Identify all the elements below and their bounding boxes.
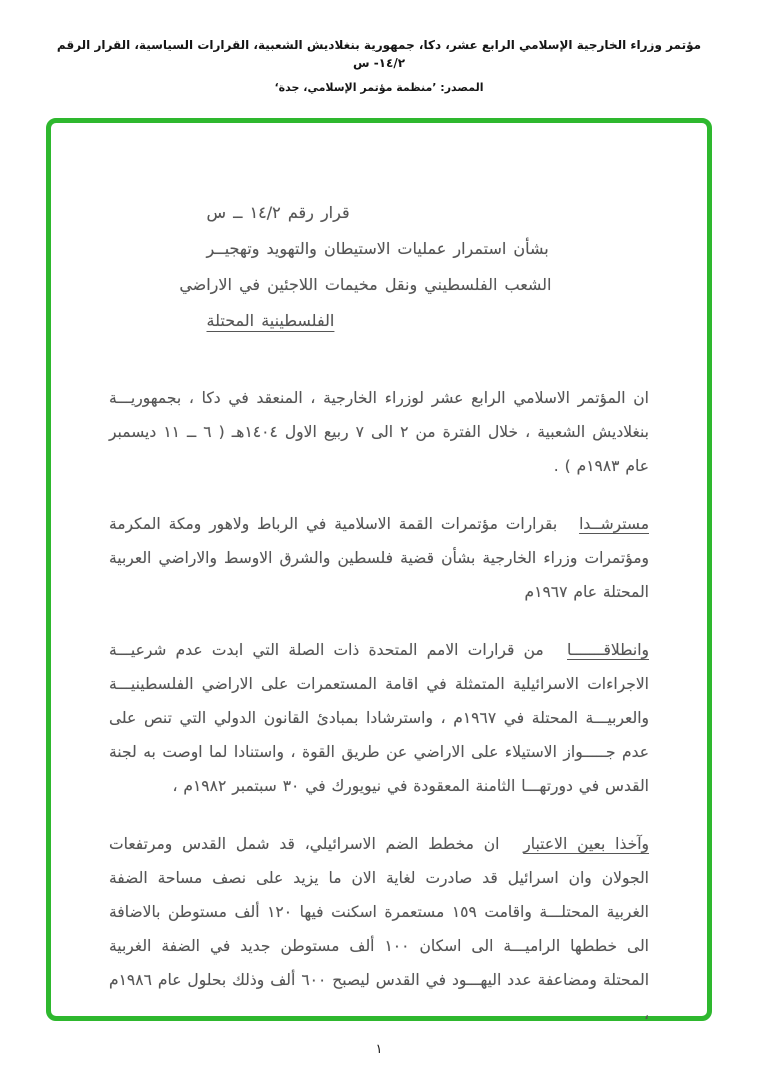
paragraph-lead-word: وانطلاقـــــــا xyxy=(567,641,649,659)
resolution-paragraph xyxy=(109,507,649,609)
paragraph-text: ان مخطط الضم الاسرائيلي، قد شمل القدس ومرتفعات الجولان وان اسرائيل قد صادرت لغاية الان ما يزيد على نصف مساحة الضفة الغربية المحتلـــة واقامت ١٥٩ مستعمرة اسكنت فيها ١٢٠ ألف مستوطن بالاضافة الى خططها الراميـــة الى اسكان ١٠٠ ألف مستوطن جديد في الضفة الغربية المحتلة ومضاعفة عدد اليهـــود في القدس ليصبح ٦٠٠ ألف وذلك بحلول عام ١٩٨٦م ، xyxy=(109,835,650,1023)
paragraph-text: من قرارات الامم المتحدة ذات الصلة التي ابدت عدم شرعيـــة الاجراءات الاسرائيلية المتمثلة في اقامة المستعمرات على الاراضي الفلسطينيـــة والعربيـــة المحتلة في ١٩٦٧م ، واسترشادا بمبادئ القانون الدولي التي تنص على عدم جـــــواز الاستيلاء على الاراضي عن طريق القوة ، واستنادا لما اوصت به لجنة القدس في دورتهـــا الثامنة المعقودة في نيويورك في ٣٠ سبتمبر ١٩٨٢م ، xyxy=(109,641,649,795)
header-source: المصدر: ’منظمة مؤتمر الإسلامي، جدة‘ xyxy=(274,81,484,94)
resolution-paragraph xyxy=(109,633,649,803)
header-title: مؤتمر وزراء الخارجية الإسلامي الرابع عشر، دكا، جمهورية بنغلاديش الشعبية، القرارات السياسية، القرار الرقم ١٤/٢- س xyxy=(56,38,702,70)
document-header xyxy=(0,36,758,94)
resolution-title-line: الفلسطينية المحتلة xyxy=(206,311,335,330)
resolution-number: قرار رقم ١٤/٢ ــ س xyxy=(206,203,350,222)
page-footer xyxy=(0,1042,758,1057)
scanned-document-frame xyxy=(46,118,712,1021)
paragraph-lead-word: وآخذا بعين الاعتبار xyxy=(523,835,649,853)
resolution-paragraph xyxy=(109,381,649,483)
paragraph-text: ان المؤتمر الاسلامي الرابع عشر لوزراء الخارجية ، المنعقد في دكا ، بجمهوريـــة بنغلاديش الشعبية ، خلال الفترة من ٢ الى ٧ ربيع الاول ١٤٠٤هـ ( ٦ ــ ١١ ديسمبر عام ١٩٨٣م ) . xyxy=(109,389,649,475)
paragraph-lead-word: مسترشــدا xyxy=(579,515,649,533)
resolution-paragraph xyxy=(109,827,649,1031)
resolution-title-line: بشأن استمرار عمليات الاستيطان والتهويد وتهجيــر xyxy=(206,239,549,258)
paragraph-text: بقرارات مؤتمرات القمة الاسلامية في الرباط ولاهور ومكة المكرمة ومؤتمرات وزراء الخارجية بشأن قضية فلسطين والشرق الاوسط والاراضي العربية المحتلة عام ١٩٦٧م xyxy=(109,515,649,601)
scanned-document xyxy=(51,123,707,1023)
page-number: ١ xyxy=(375,1042,383,1057)
resolution-title-block xyxy=(179,195,552,339)
resolution-title-line: الشعب الفلسطيني ونقل مخيمات اللاجئين في الاراضي xyxy=(179,275,552,294)
